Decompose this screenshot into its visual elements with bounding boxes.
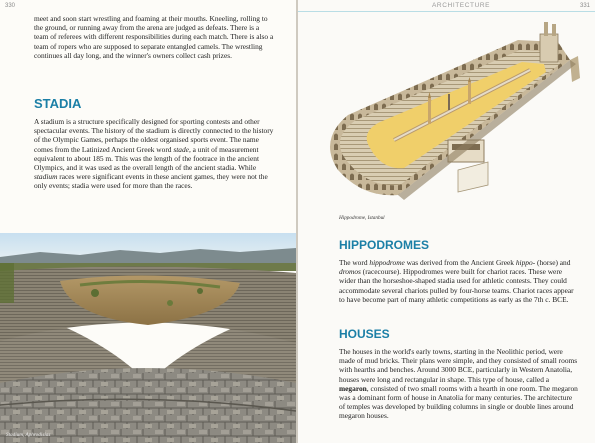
term-hippo: hippo- [515, 258, 536, 267]
header-rule [298, 11, 595, 12]
term-megaron: megaron [339, 383, 367, 393]
term-stade: stade [173, 144, 189, 154]
stadia-paragraph: A stadium is a structure specifically designed for sporting contests and other spectacular events. The history of the stadium is directly connected to the history of the Olympic Games, perhaps the oldest organised sports event. The name comes from the Latinized Ancient Greek word stade, a unit of measurement equivalent to about 185 m. This was the length of the footrace in the ancient Olympics, and it was used as the overall length of the ancient stadia. While stadium races were significant events in these ancient games, they were not the only events; stadia were used for more than the races. [34, 117, 274, 191]
term-dromos: dromos [339, 267, 361, 277]
running-header: ARCHITECTURE [432, 2, 491, 9]
hippodrome-caption: Hippodrome, Istanbul [339, 215, 385, 221]
hippodrome-illustration-image [308, 20, 586, 210]
stadium-photo [0, 233, 296, 443]
intro-paragraph: meet and soon start wrestling and foaming at their mouths. Kneeling, rolling to the ground, or running away from the arena are judged as defeats. There is a team of referees with different responsibilities during each match. There is also a team of ropers who are supposed to separate entangled camels. The wrestling continues all day long, and the winner's owners collect cash prizes. [34, 14, 274, 60]
left-page-number: 330 [5, 3, 16, 9]
term-stadium: stadium [34, 172, 58, 182]
hippodromes-heading: HIPPODROMES [339, 238, 430, 252]
hippodrome-illustration [308, 20, 586, 210]
stadium-photo-caption: Stadium, Aphrodisias [6, 432, 51, 438]
right-page-number: 331 [579, 3, 590, 9]
stadium-photo-image [0, 233, 296, 443]
left-page [0, 0, 296, 443]
houses-heading: HOUSES [339, 327, 390, 341]
right-page [298, 0, 595, 443]
hippodromes-paragraph: The word hippodrome was derived from the Ancient Greek hippo- (horse) and dromos (racecourse). Hippodromes were built for chariot races. These were wider than the horseshoe-shaped stadia used for athletic contests. They could accommodate several chariots pulled by four-horse teams. Chariot races appear to have become part of many athletic competitions as early as the 7th c. BCE. [339, 258, 574, 304]
stadia-heading: STADIA [34, 96, 82, 111]
houses-paragraph: The houses in the world's early towns, starting in the Neolithic period, were made of mud bricks. Their plans were simple, and they consisted of small rooms with hearths and benches. Around 3000 BCE, particularly in Western Anatolia, houses were long and rectangular in shape. This type of house, called a megaron, consisted of two small rooms with a hearth in one room. The megaron was a dominant form of house in Anatolia for many centuries. The architecture of temples was developed by building columns in single or double lines around megaron houses. [339, 347, 578, 421]
term-hippodrome: hippodrome [369, 258, 405, 267]
